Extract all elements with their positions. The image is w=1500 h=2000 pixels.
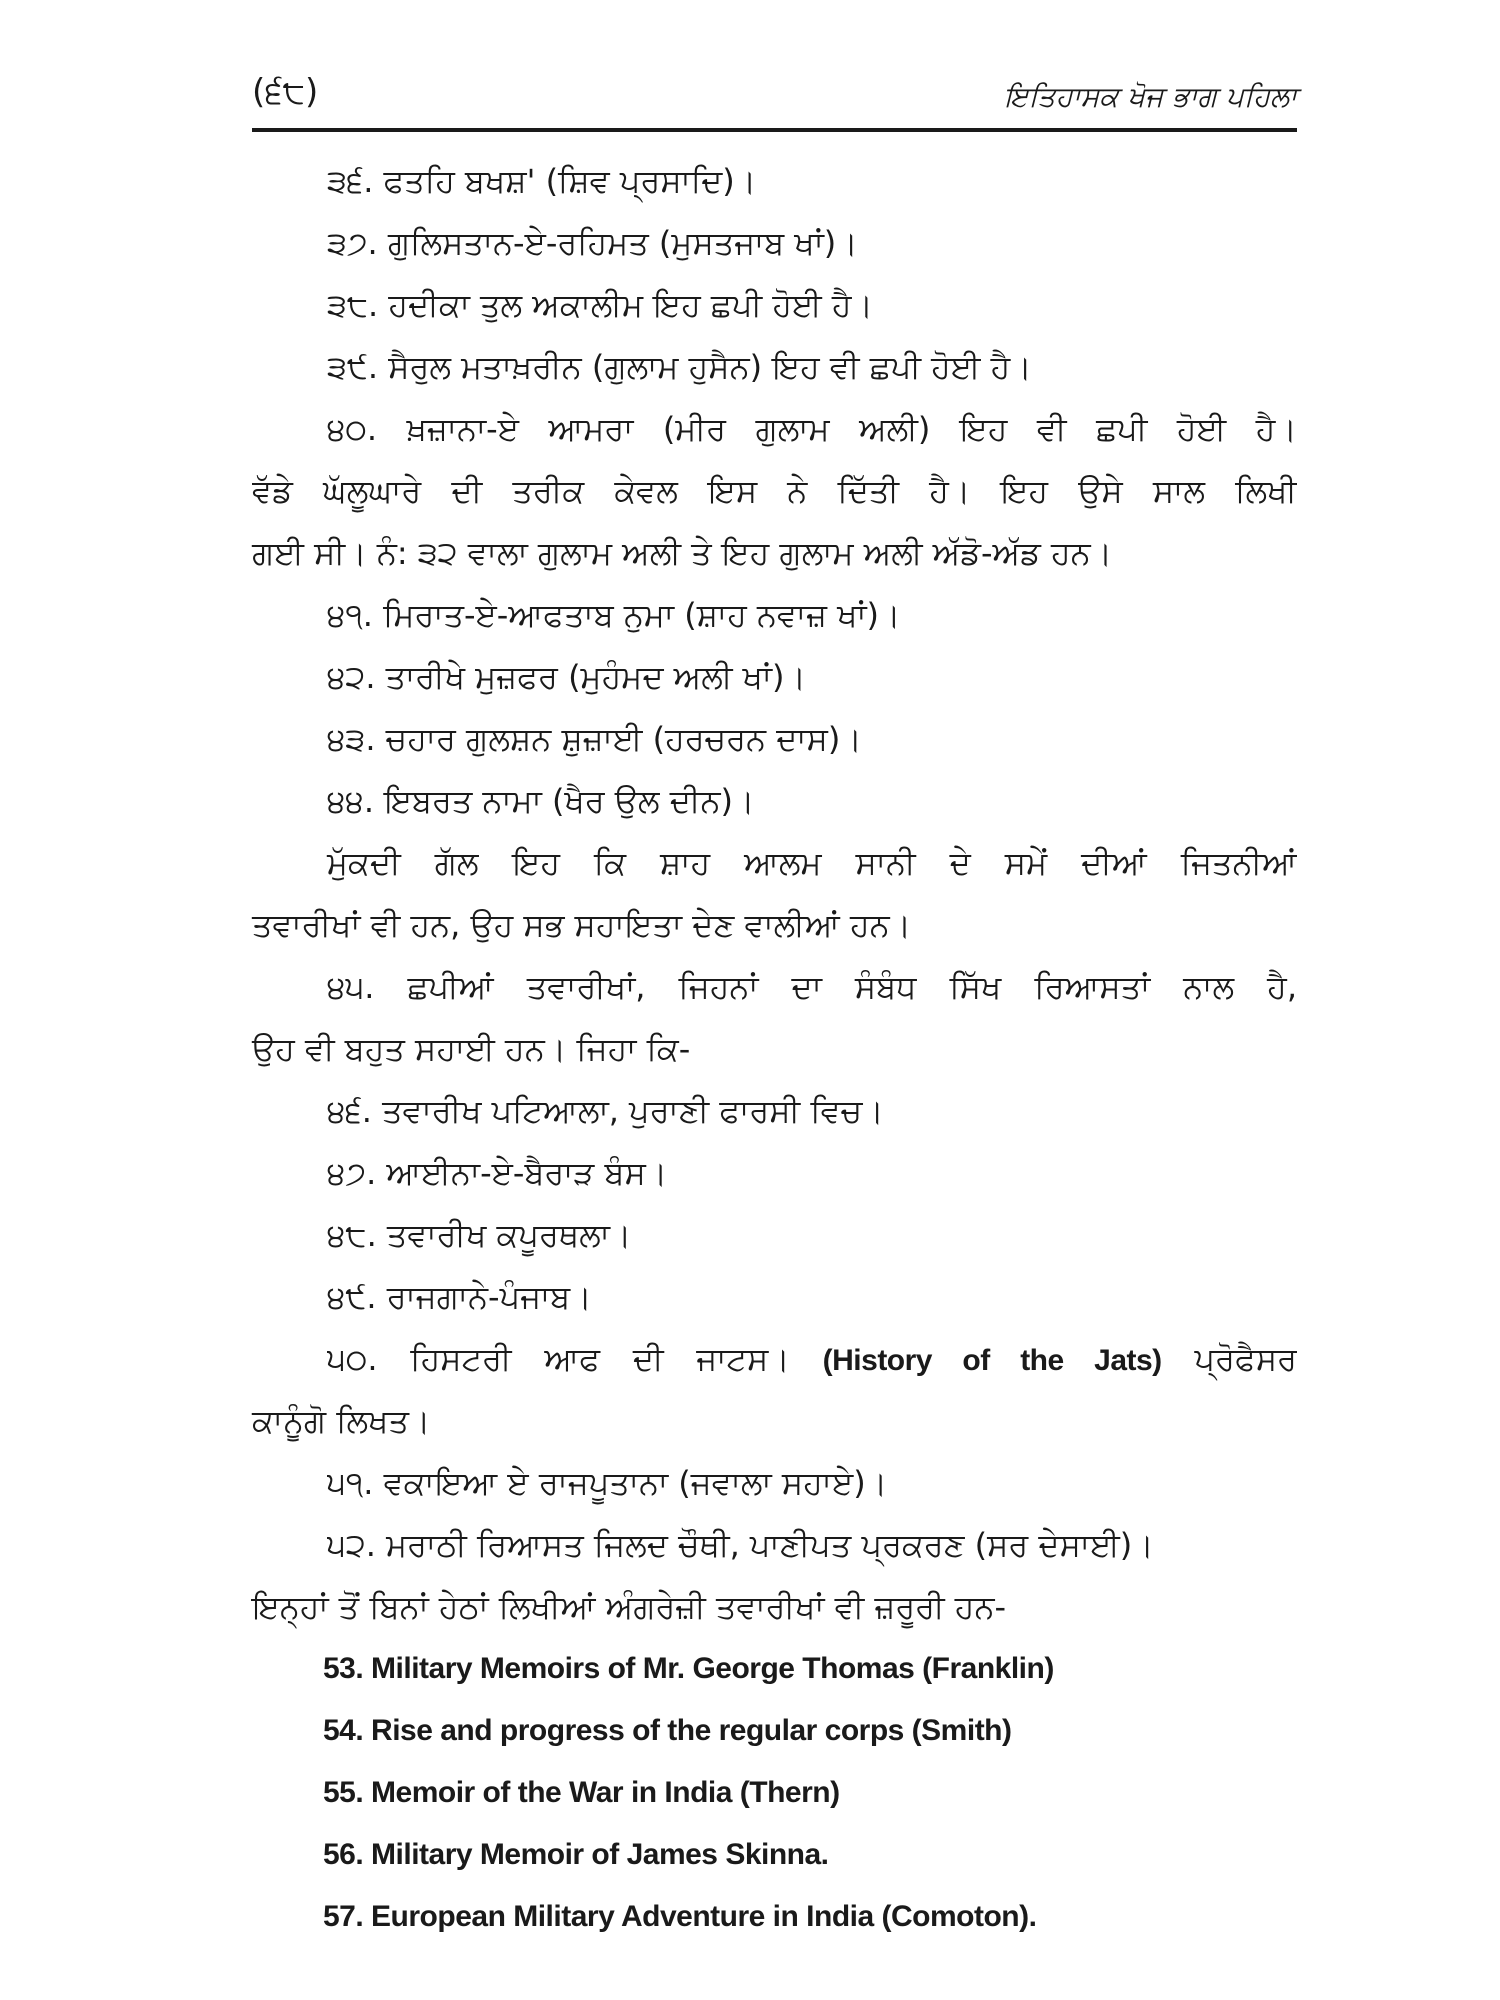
paragraph-line: ਕਾਨੂੰਗੋ ਲਿਖਤ। [252,1402,431,1440]
list-item: ੪੫. ਛਪੀਆਂ ਤਵਾਰੀਖਾਂ, ਜਿਹਨਾਂ ਦਾ ਸੰਬੰਧ ਸਿੱਖ ਰਿਆਸਤਾਂ ਨਾਲ ਹੈ, [327,968,1297,1006]
english-list-item: 54. Rise and progress of the regular corps (Smith) [323,1714,1012,1747]
page-header [252,72,1297,122]
list-item-text: ਪ੍ਰੋਫੈਸਰ [1194,1340,1297,1378]
list-item: ੫੨. ਮਰਾਠੀ ਰਿਆਸਤ ਜਿਲਦ ਚੌਥੀ, ਪਾਣੀਪਤ ਪ੍ਰਕਰਣ (ਸਰ ਦੇਸਾਈ)। [327,1526,1154,1564]
page-body [252,150,1297,1948]
running-title: ਇਤਿਹਾਸਕ ਖੋਜ ਭਾਗ ਪਹਿਲਾ [1004,80,1297,113]
header-rule [252,128,1297,132]
paragraph-line: ਗਈ ਸੀ। ਨੰ: ੩੨ ਵਾਲਾ ਗੁਲਾਮ ਅਲੀ ਤੇ ਇਹ ਗੁਲਾਮ ਅਲੀ ਅੱਡੋ-ਅੱਡ ਹਨ। [252,534,1113,572]
list-item: ੪੩. ਚਹਾਰ ਗੁਲਸ਼ਨ ਸ਼ੁਜ਼ਾਈ (ਹਰਚਰਨ ਦਾਸ)। [327,720,862,758]
list-item: ੪੭. ਆਈਨਾ-ਏ-ਬੈਰਾੜ ਬੰਸ। [327,1154,668,1192]
paragraph-line: ਤਵਾਰੀਖਾਂ ਵੀ ਹਨ, ਉਹ ਸਭ ਸਹਾਇਤਾ ਦੇਣ ਵਾਲੀਆਂ ਹਨ। [252,906,912,944]
list-item [252,1328,1297,1390]
list-item: ੪੧. ਮਿਰਾਤ-ਏ-ਆਫਤਾਬ ਨੁਮਾ (ਸ਼ਾਹ ਨਵਾਜ਼ ਖਾਂ)। [327,596,901,634]
list-item: ੪੯. ਰਾਜਗਾਨੇ-ਪੰਜਾਬ। [327,1278,592,1316]
list-item: ੩੮. ਹਦੀਕਾ ਤੁਲ ਅਕਾਲੀਮ ਇਹ ਛਪੀ ਹੋਈ ਹੈ। [327,286,874,324]
list-item: ੪੮. ਤਵਾਰੀਖ ਕਪੂਰਥਲਾ। [327,1216,632,1254]
paragraph-line: ਉਹ ਵੀ ਬਹੁਤ ਸਹਾਈ ਹਨ। ਜਿਹਾ ਕਿ- [252,1030,691,1068]
list-item: ੫੧. ਵਕਾਇਆ ਏ ਰਾਜਪੂਤਾਨਾ (ਜਵਾਲਾ ਸਹਾਏ)। [327,1464,888,1502]
english-list-item: 55. Memoir of the War in India (Thern) [323,1776,840,1809]
english-list-item: 53. Military Memoirs of Mr. George Thomas (Franklin) [323,1652,1054,1685]
paragraph-line: ਮੁੱਕਦੀ ਗੱਲ ਇਹ ਕਿ ਸ਼ਾਹ ਆਲਮ ਸਾਨੀ ਦੇ ਸਮੇਂ ਦੀਆਂ ਜਿਤਨੀਆਂ [327,844,1297,882]
list-item: ੪੬. ਤਵਾਰੀਖ ਪਟਿਆਲਾ, ਪੁਰਾਣੀ ਫਾਰਸੀ ਵਿਚ। [327,1092,884,1130]
english-title: (History of the Jats) [822,1344,1162,1377]
paragraph-line: ਇਨ੍ਹਾਂ ਤੋਂ ਬਿਨਾਂ ਹੇਠਾਂ ਲਿਖੀਆਂ ਅੰਗਰੇਜ਼ੀ ਤਵਾਰੀਖਾਂ ਵੀ ਜ਼ਰੂਰੀ ਹਨ- [252,1588,1007,1626]
list-item: ੪੨. ਤਾਰੀਖੇ ਮੁਜ਼ਫਰ (ਮੁਹੰਮਦ ਅਲੀ ਖਾਂ)। [327,658,807,696]
list-item: ੪੪. ਇਬਰਤ ਨਾਮਾ (ਖੈਰ ਉਲ ਦੀਨ)। [327,782,755,820]
list-item: ੩੯. ਸੈਰੁਲ ਮਤਾਖ਼ਰੀਨ (ਗੁਲਾਮ ਹੁਸੈਨ) ਇਹ ਵੀ ਛਪੀ ਹੋਈ ਹੈ। [327,348,1032,386]
list-item: ੪੦. ਖ਼ਜ਼ਾਨਾ-ਏ ਆਮਰਾ (ਮੀਰ ਗੁਲਾਮ ਅਲੀ) ਇਹ ਵੀ ਛਪੀ ਹੋਈ ਹੈ। [327,410,1297,448]
list-item: ੩੭. ਗੁਲਿਸਤਾਨ-ਏ-ਰਹਿਮਤ (ਮੁਸਤਜਾਬ ਖਾਂ)। [327,224,858,262]
english-list-item: 57. European Military Adventure in India (Comoton). [323,1900,1037,1933]
paragraph-line: ਵੱਡੇ ਘੱਲੂਘਾਰੇ ਦੀ ਤਰੀਕ ਕੇਵਲ ਇਸ ਨੇ ਦਿੱਤੀ ਹੈ। ਇਹ ਉਸੇ ਸਾਲ ਲਿਖੀ [252,472,1297,510]
list-item-text: ੫੦. ਹਿਸਟਰੀ ਆਫ ਦੀ ਜਾਟਸ। [327,1340,790,1378]
page-number: (੬੮) [252,72,319,112]
list-item: ੩੬. ਫਤਹਿ ਬਖਸ਼' (ਸ਼ਿਵ ਪ੍ਰਸਾਦਿ)। [327,162,757,200]
english-list-item: 56. Military Memoir of James Skinna. [323,1838,829,1871]
